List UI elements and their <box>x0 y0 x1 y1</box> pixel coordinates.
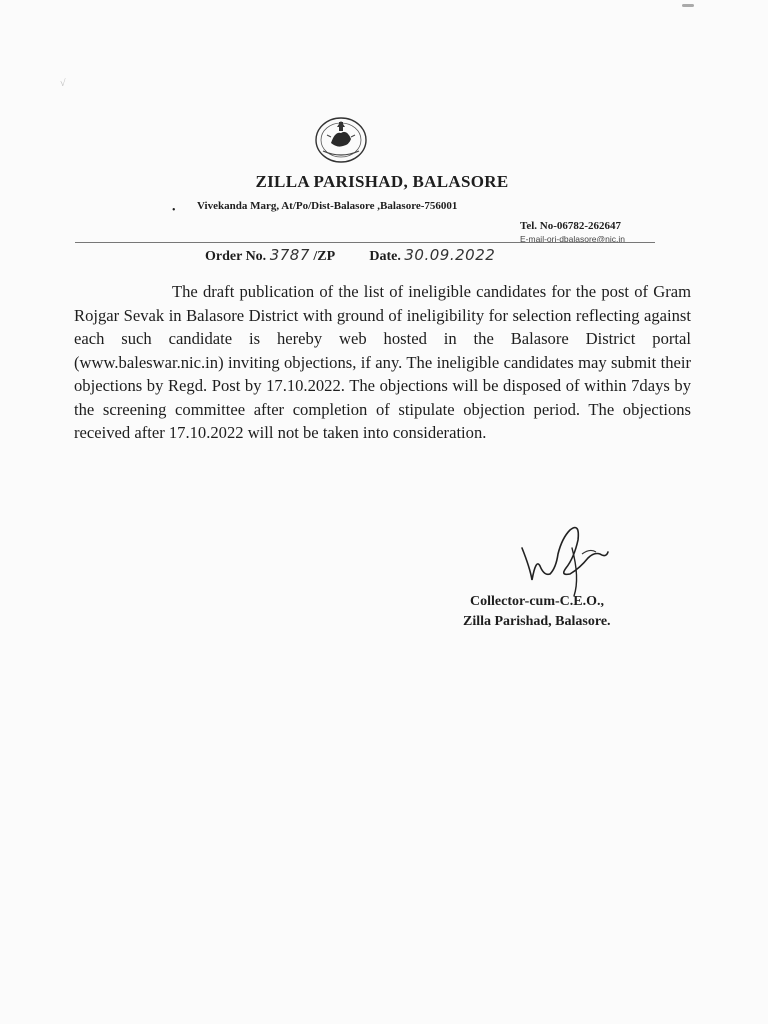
odisha-emblem-icon <box>313 113 369 165</box>
office-address: Vivekanda Marg, At/Po/Dist-Balasore ,Balasore-756001 <box>197 200 458 212</box>
telephone-number: Tel. No-06782-262647 <box>520 220 622 232</box>
date-value: 30.09.2022 <box>404 246 496 264</box>
signatory-block <box>463 592 611 632</box>
email-address: E-mail-ori-dbalasore@nic.in <box>520 234 625 244</box>
scan-artifact-tick: √ <box>60 78 66 89</box>
scan-artifact <box>682 4 694 7</box>
office-title-text: ZILLA PARISHAD, BALASORE <box>255 172 509 191</box>
date-label: Date. <box>369 249 401 264</box>
order-label: Order No. <box>205 249 267 264</box>
order-line <box>205 246 495 265</box>
order-number: 3787 <box>269 246 310 264</box>
order-suffix: /ZP <box>313 249 335 264</box>
signatory-designation: Collector-cum-C.E.O., <box>470 594 604 609</box>
bullet-dot: • <box>172 205 176 216</box>
handwritten-signature-icon <box>510 518 620 598</box>
notice-paragraph: The draft publication of the list of ineligible candidates for the post of Gram Rojgar Sevak in Balasore District with ground of ineligibility for selection reflecting against each such candidate is hereby web hosted in the Balasore District portal (www.baleswar.nic.in) inviting objections, if any. The ineligible candidates may submit their objections by Regd. Post by 17.10.2022. The objections will be disposed of within 7days by the screening committee after completion of stipulate objection period. The objections received after 17.10.2022 will not be taken into consideration. <box>74 282 691 442</box>
signatory-office: Zilla Parishad, Balasore. <box>463 614 611 629</box>
office-title <box>0 172 768 192</box>
header-divider <box>75 242 655 243</box>
